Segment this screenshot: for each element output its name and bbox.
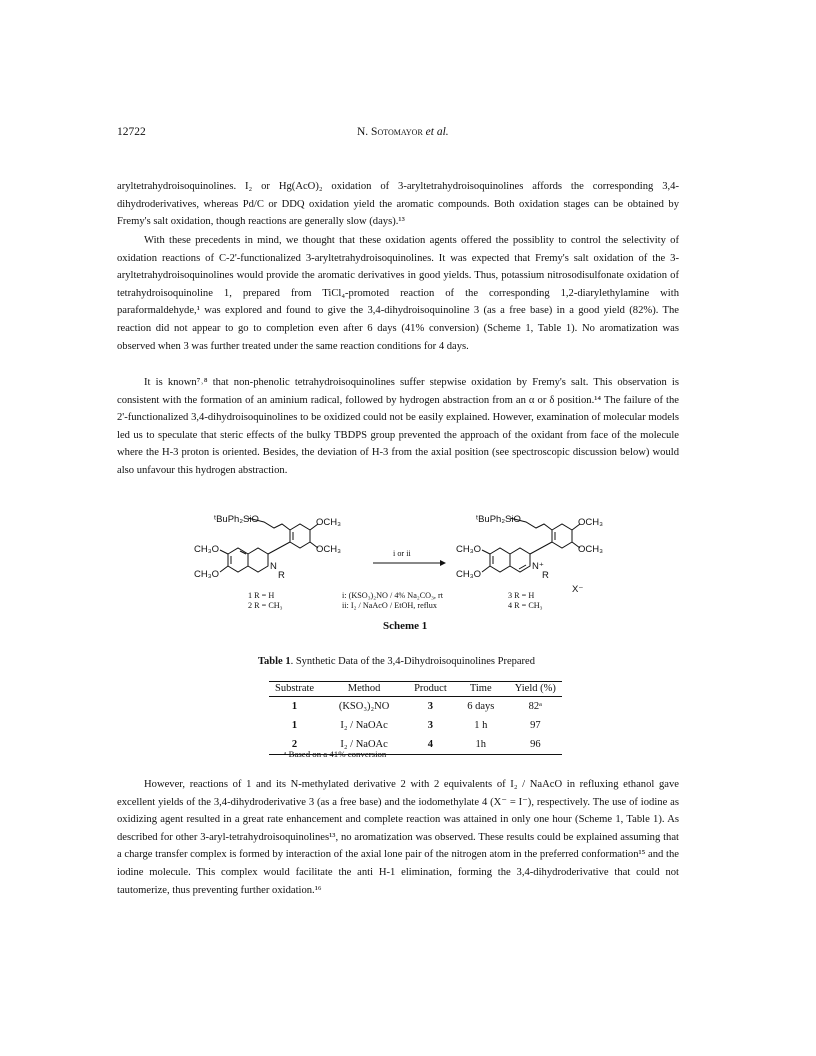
reactant-structure	[220, 518, 318, 572]
column-header: Time	[453, 682, 509, 697]
table-cell: 1	[291, 720, 298, 731]
och3-label: OCH₃	[578, 544, 603, 555]
reaction-arrow	[373, 560, 446, 566]
table-cell: 2	[269, 735, 320, 755]
paragraph-3	[117, 374, 679, 480]
paragraph-1	[117, 178, 679, 231]
table-cell: 3	[427, 701, 434, 712]
compound-3-label: 3 R = H	[508, 591, 535, 600]
ch3o-label: CH₃O	[456, 544, 481, 555]
table-row	[269, 697, 562, 717]
r-group-label: R	[542, 570, 549, 581]
r-group-label: R	[278, 570, 285, 581]
arrow-conditions-label: i or ii	[393, 549, 411, 558]
running-head	[357, 126, 449, 138]
table-cell: 6 days	[467, 701, 495, 712]
table-cell: 4	[408, 735, 453, 755]
table-cell: 1	[291, 701, 298, 712]
column-header: Substrate	[269, 682, 320, 697]
condition-i: i: (KSO₃)₂NO / 4% Na₂CO₃, rt	[342, 591, 444, 600]
iminium-nitrogen-label: N⁺	[532, 561, 544, 572]
synthetic-data-table	[269, 681, 562, 755]
table-cell: 3	[427, 720, 434, 731]
table-cell: 96	[509, 735, 562, 755]
paragraph-3-text: It is known⁷˒⁸ that non-phenolic tetrahydroisoquinolines suffer stepwise oxidation by Fremy's salt. This observation is consistent with the formation of an aminium radical, followed by hydrogen abstraction from an α or δ position.¹⁴ The failure of the 2'-functionalized 3,4-dihydroisoquinolines to be oxidized could not be easily explained. However, examination of molecular models led us to speculate that steric effects of the bulky TBDPS group prevented the approach of the oxidant from face of the molecule where the H-3 proton is oriented. Besides, the deviation of H-3 from the axial position (see spectroscopic discussion below) would also unfavour this hydrogen abstraction.	[117, 377, 679, 476]
counterion-label: X⁻	[572, 584, 584, 595]
och3-label: OCH₃	[316, 517, 341, 528]
ch3o-label: CH₃O	[194, 569, 219, 580]
silyl-ether-label-left: ᵗBuPh₂SiO	[214, 514, 259, 525]
condition-ii: ii: I₂ / NaAcO / EtOH, reflux	[342, 601, 437, 610]
paragraph-2-text: With these precedents in mind, we thought that these oxidation agents offered the possiblity to control the selectivity of oxidation reactions of C-2'-functionalized 3-aryltetrahydroisoquinolines. It was expected that Fremy's salt oxidation of the 3-aryltetrahydroisoquinolines would provide the aromatic derivatives in good yields. Thus, potassium nitrosodisulfonate oxidation of tetrahydroisoquinoline 1, prepared from TiCl₄-promoted reaction of the corresponding 1,2-diarylethylamine with paraformaldehyde,¹ was explored and found to give the 3,4-dihydroisoquinoline 3 (as a free base) in a good yield (82%). The reaction did not appear to go to completion even after 6 days (41% conversion) (Scheme 1, Table 1). No aromatization was observed when 3 was further treated under the same reaction conditions for 4 days.	[117, 235, 679, 352]
table-cell: 1 h	[474, 720, 488, 731]
table-caption	[258, 656, 535, 667]
table-cell: I₂ / NaOAc	[320, 735, 408, 755]
scheme-1	[190, 512, 630, 640]
table-cell: 97	[530, 720, 541, 731]
table-cell: I₂ / NaOAc	[340, 720, 388, 731]
column-header: Yield (%)	[509, 682, 562, 697]
column-header: Product	[408, 682, 453, 697]
nitrogen-label: N	[270, 561, 277, 572]
ch3o-label: CH₃O	[194, 544, 219, 555]
table-cell: 82ᵃ	[528, 701, 542, 712]
table-caption-label: Table 1	[258, 656, 291, 667]
scheme-caption: Scheme 1	[383, 620, 428, 632]
och3-label: OCH₃	[578, 517, 603, 528]
column-header: Method	[320, 682, 408, 697]
paragraph-4	[117, 776, 679, 899]
ch3o-label: CH₃O	[456, 569, 481, 580]
compound-4-label: 4 R = CH₃	[508, 601, 543, 610]
table-cell: (KSO₃)₂NO	[338, 701, 390, 712]
compound-1-label: 1 R = H	[248, 591, 275, 600]
table-row	[269, 716, 562, 735]
paragraph-4-text: However, reactions of 1 and its N-methylated derivative 2 with 2 equivalents of I₂ / NaAcO in refluxing ethanol gave excellent yields of the 3,4-dihydroderivative 3 (as a free base) and the iodomethylate 4 (X⁻ = I⁻), respectively. The use of iodine as oxidizing agent resulted in a great rate enhancement and complete reaction was attained in only one hour (Scheme 1, Table 1). As described for other 3-aryl-tetrahydroisoquinolines¹³, no aromatization was observed. These results could be explained assuming that a charge transfer complex is formed by interaction of the axial lone pair of the nitrogen atom in the preferred conformation¹⁵ and the iodine molecule. This complex would facilitate the anti H-1 elimination, forming the 3,4-dihydroderivative that could not tautomerize, thus preventing further oxidation.¹⁶	[117, 779, 679, 896]
running-head-author: N. Sotomayor	[357, 126, 423, 138]
table-header-row	[269, 682, 562, 697]
paragraph-2	[117, 232, 679, 355]
page-number: 12722	[117, 126, 146, 138]
table-caption-text: . Synthetic Data of the 3,4-Dihydroisoquinolines Prepared	[290, 656, 535, 667]
product-structure	[482, 518, 580, 572]
och3-label: OCH₃	[316, 544, 341, 555]
paragraph-1-text: aryltetrahydroisoquinolines. I₂ or Hg(AcO)₂ oxidation of 3-aryltetrahydroisoquinolines affords the corresponding 3,4-dihydroderivatives, whereas Pd/C or DDQ oxidation yield the aromatic compounds. Both oxidation stages can be obtained by Fremy's salt oxidation, though reactions are generally slow (days).¹³	[117, 181, 679, 228]
running-head-etal: et al.	[425, 126, 449, 138]
silyl-ether-label-right: ᵗBuPh₂SiO	[476, 514, 521, 525]
table-footnote: ᵃ Based on a 41% conversion	[284, 749, 387, 759]
table-cell: 1h	[453, 735, 509, 755]
compound-2-label: 2 R = CH₃	[248, 601, 283, 610]
